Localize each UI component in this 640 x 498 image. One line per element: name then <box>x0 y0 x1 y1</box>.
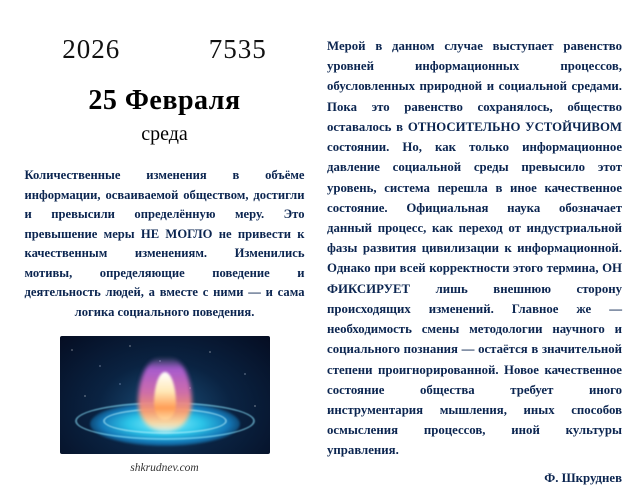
weekday-label: среда <box>141 123 188 145</box>
author-signature: Ф. Шкруднев <box>544 470 622 485</box>
gregorian-year: 2026 <box>62 34 121 64</box>
left-column <box>18 20 321 488</box>
right-passage-text: Мерой в данном случае выступает равенство уровней информационных процессов, обусловленных природной и социальной средами. Пока это равенство сохранялось, общество оставалось в ОТНОСИТЕЛЬНО УСТОЙЧИВОМ состоянии. Но, как только информационное давление социальной среды превысило этот уровень, система перешла в иное качественное состояние. Официальная наука обозначает данный процесс, как переход от индустриальной фазы развития цивилизации к информационной. Однако при всей корректности этого термина, ОН ФИКСИРУЕТ лишь внешнюю сторону происходящих изменений. Главное же — необходимость смены методологии научного и социального познания — остаётся в значительной степени проигнорированной. Новое качественное состояние общества требует иного инструментария мышления, иных способов осмысления процессов, иной культуры управления. <box>327 39 622 458</box>
alternative-year: 7535 <box>208 34 267 64</box>
year-row <box>18 34 311 65</box>
left-passage-text: Количественные изменения в объёме информации, осваиваемой обществом, достигли и превысили определённую меру. Это превышение меры НЕ МОГЛО не привести к качественным изменениям. Изменились мотивы, определяющие поведение и деятельность людей, а вместе с ними — и сама логика социального поведения. <box>24 168 305 319</box>
date-heading: 25 Февраля <box>88 85 241 116</box>
right-column <box>321 20 622 488</box>
cosmic-energy-fountain-image <box>60 336 270 454</box>
site-caption: shkrudnev.com <box>130 462 199 475</box>
